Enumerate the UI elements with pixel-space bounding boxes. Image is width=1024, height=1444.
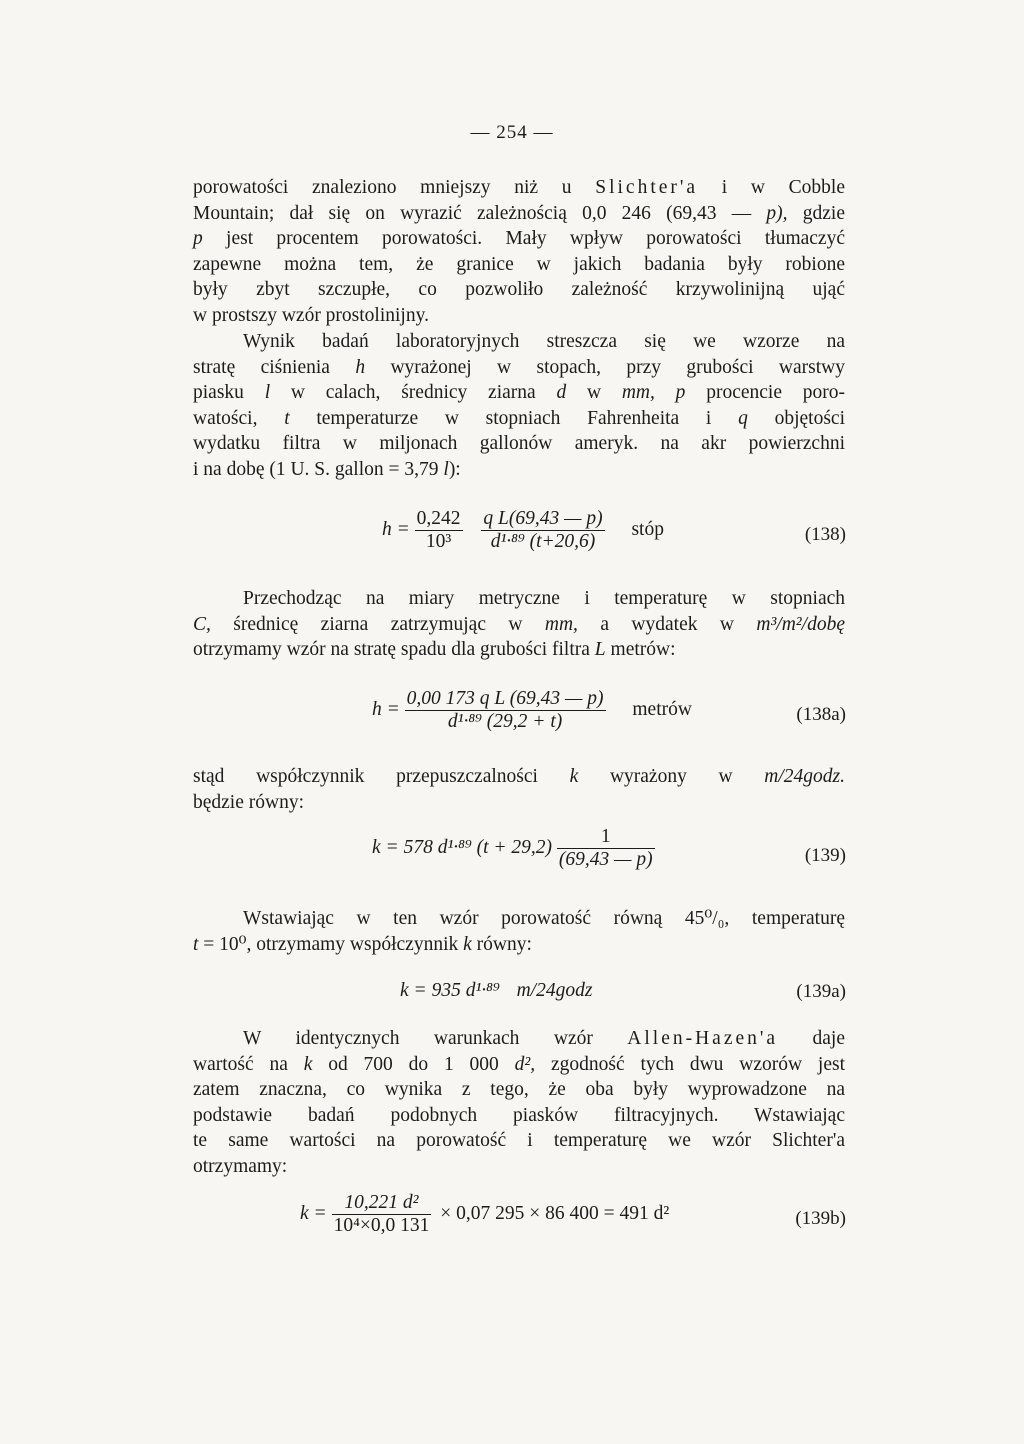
equation-139b [300,1192,669,1237]
text-line: będzie równy: [193,791,305,813]
fraction-denominator: d¹·⁸⁹ (29,2 + t) [447,711,563,732]
fraction-numerator: 0,00 173 q L (69,43 — p) [406,688,604,709]
equation-number: (138a) [796,704,846,725]
text-line: p jest procentem porowatości. Mały wpływ porowatości tłumaczyć [193,228,845,250]
equation-unit: stóp [631,518,664,540]
equation-number: (139b) [795,1208,846,1229]
equation-expression: k = 935 d¹·⁸⁹ [400,980,500,1001]
text-line: wartość na k od 700 do 1 000 d², zgodność tych dwu wzorów jest [193,1053,845,1075]
equation-138 [382,508,664,553]
text-line: W identycznych warunkach wzór Allen-Hazen'a daje [243,1028,845,1049]
equation-lhs: h = [372,698,400,720]
text-line: podstawie badań podobnych piasków filtracyjnych. Wstawiając [193,1104,845,1126]
fraction-denominator: 10³ [425,531,452,552]
fraction-denominator: (69,43 — p) [558,849,653,870]
paragraph-porosity [193,175,845,329]
text-line: Mountain; dał się on wyrazić zależnością 0,0 246 (69,43 — p), gdzie [193,202,845,224]
text-line: zapewne można tem, że granice w jakich badania były robione [193,253,845,275]
text-line: Wynik badań laboratoryjnych streszcza się we wzorze na [243,331,845,352]
fraction [415,508,463,553]
equation-lhs: k = 578 d¹·⁸⁹ (t + 29,2) [372,836,553,858]
paragraph-allen-hazen [193,1026,845,1180]
equation-lhs: k = [300,1202,327,1224]
equation-unit: metrów [632,698,692,720]
text-line: piasku l w calach, średnicy ziarna d w mm, p procencie poro- [193,382,845,404]
fraction [481,508,604,553]
text-line: były zbyt szczupłe, co pozwoliło zależność krzywolinijną ująć [193,279,845,301]
fraction-numerator: q L(69,43 — p) [483,508,603,529]
text-line: te same wartości na porowatość i temperaturę we wzór Slichter'a [193,1130,845,1152]
text-line: Wstawiając w ten wzór porowatość równą 45⁰/₀, temperaturę [243,908,845,929]
text-line: otrzymamy: [193,1155,288,1177]
paragraph-permeability [193,764,845,815]
text-line: watości, t temperaturze w stopniach Fahrenheita i q objętości [193,407,846,429]
fraction-numerator: 1 [557,826,655,849]
text-line: Przechodząc na miary metryczne i temperaturę w stopniach [243,588,845,609]
equation-unit: m/24godz [516,980,593,1001]
text-line: w prostszy wzór prostolinijny. [193,304,429,326]
text-line: wydatku filtra w miljonach gallonów ameryk. na akr powierzchni [193,433,845,455]
text-line: stąd współczynnik przepuszczalności k wyrażony w m/24godz. [193,766,845,787]
text-line: porowatości znaleziono mniejszy niż u Slichter'a i w Cobble [193,177,845,198]
text-line: i na dobę (1 U. S. gallon = 3,79 l): [193,458,461,480]
fraction [332,1192,432,1237]
text-line: stratę ciśnienia h wyrażonej w stopach, przy grubości warstwy [193,356,845,378]
fraction-denominator: d¹·⁸⁹ (t+20,6) [490,531,596,552]
fraction-numerator: 10,221 d² [332,1192,432,1215]
paragraph-metric [193,586,845,663]
equation-number: (139) [804,845,846,866]
text-line: zatem znaczna, co wynika z tego, że oba były wyprowadzone na [193,1079,845,1101]
paragraph-substitution [193,906,845,957]
equation-lhs: h = [382,518,410,540]
fraction [405,688,606,733]
page-number: — 254 — [470,122,554,143]
text-line: C, średnicę ziarna zatrzymując w mm, a wydatek w m³/m²/dobę [193,613,845,635]
equation-139 [372,826,655,871]
fraction [557,826,655,871]
equation-139a [400,980,592,1002]
text-line: t = 10⁰, otrzymamy współczynnik k równy: [193,933,532,955]
equation-138a [372,688,692,733]
fraction-denominator: 10⁴×0,0 131 [333,1215,430,1236]
equation-number: (139a) [796,981,846,1002]
paragraph-lab-results [193,329,845,483]
text-line: otrzymamy wzór na stratę spadu dla grubości filtra L metrów: [193,639,676,661]
equation-rhs: × 0,07 295 × 86 400 = 491 d² [440,1202,670,1224]
equation-number: (138) [804,524,846,545]
fraction-numerator: 0,242 [416,508,461,529]
